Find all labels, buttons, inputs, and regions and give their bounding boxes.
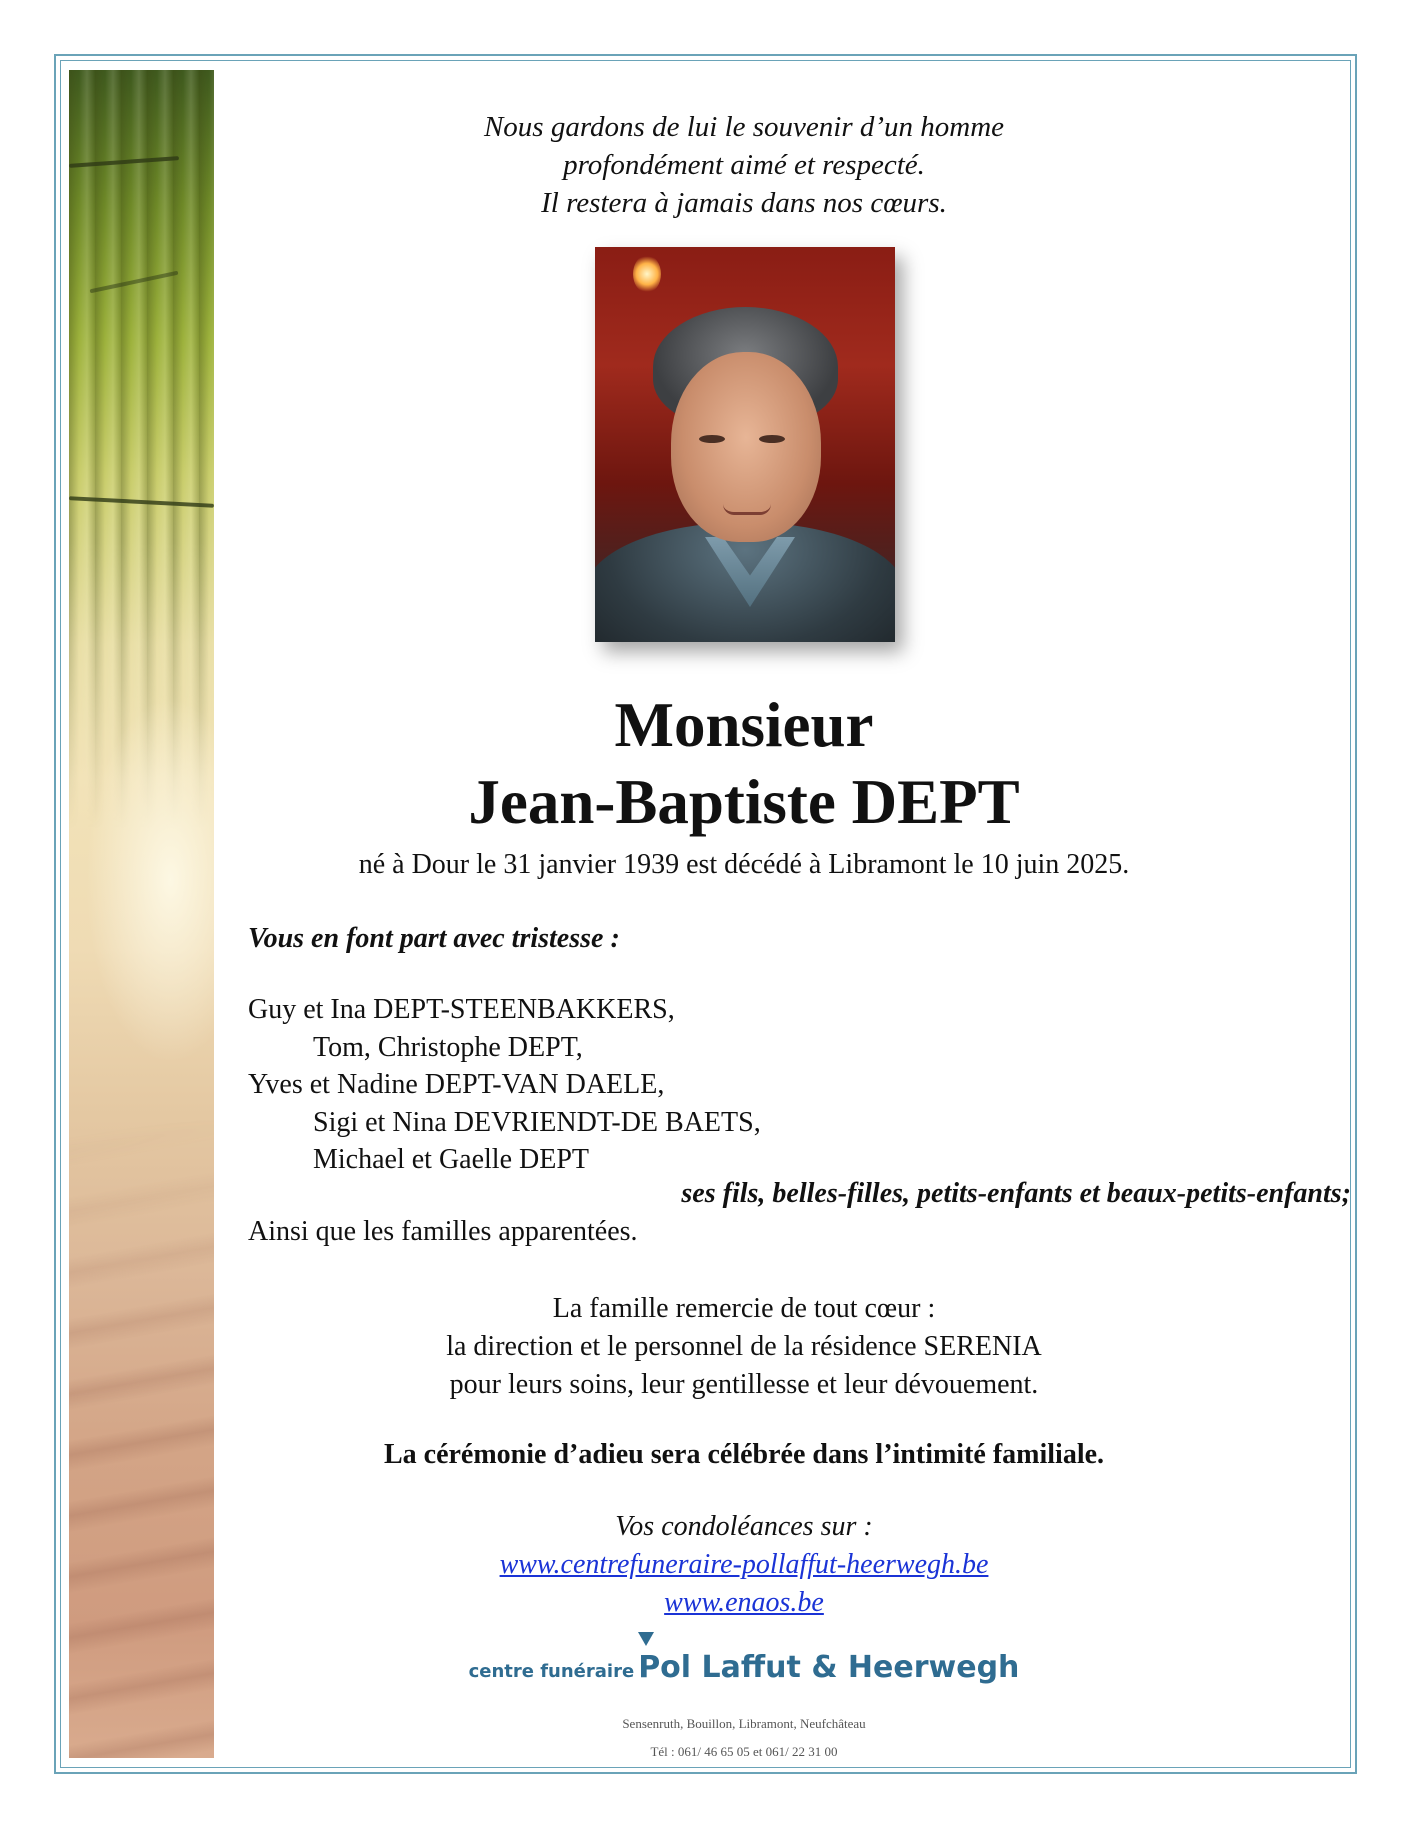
logo-big-text [638,1650,1019,1685]
portrait-photo [595,247,895,642]
condolences-label: Vos condoléances sur : [615,1511,873,1542]
obituary-content [214,0,1351,1833]
phone-line: Tél : 061/ 46 65 05 et 061/ 22 31 00 [650,1744,838,1759]
family-member-line: Tom, Christophe DEPT, [313,1031,583,1063]
quote-line-2: profondément aimé et respecté. [563,149,925,181]
family-member-line: Yves et Nadine DEPT-VAN DAELE, [248,1069,665,1100]
logo-triangle-icon [638,1632,654,1646]
announcement-heading: Vous en font part avec tristesse : [248,923,620,954]
birth-death-line: né à Dour le 31 janvier 1939 est décédé à Libramont le 10 juin 2025. [358,849,1130,880]
honorific-title: Monsieur [614,690,874,760]
funeral-home-address [214,1710,1274,1766]
memorial-quote [214,108,1274,222]
family-member-line: Sigi et Nina DEVRIENDT-DE BAETS, [313,1106,761,1138]
locations-line: Sensenruth, Bouillon, Libramont, Neufchâteau [622,1716,866,1731]
funeral-home-link[interactable]: www.centrefuneraire-pollaffut-heerwegh.be [499,1549,989,1580]
enaos-link[interactable]: www.enaos.be [664,1587,824,1618]
thanks-block [214,1290,1274,1404]
quote-line-1: Nous gardons de lui le souvenir d’un homme [483,111,1005,143]
family-member-line: Michael et Gaelle DEPT [313,1144,590,1175]
ceremony-notice: La cérémonie d’adieu sera célébrée dans l’intimité familiale. [383,1439,1105,1470]
logo-name: Pol Laffut & Heerwegh [638,1650,1020,1685]
family-list [248,991,761,1179]
logo-small-text: centre funéraire [468,1661,635,1682]
thanks-line-3: pour leurs soins, leur gentillesse et leur dévouement. [449,1369,1039,1400]
quote-line-3: Il restera à jamais dans nos cœurs. [541,187,947,219]
funeral-home-logo [214,1650,1274,1685]
family-relation-line: ses fils, belles-filles, petits-enfants et beaux-petits-enfants; [681,1178,1351,1209]
relatives-line: Ainsi que les familles apparentées. [248,1216,638,1247]
forest-path-side-image [69,70,214,1758]
thanks-line-2: la direction et le personnel de la résidence SERENIA [446,1331,1042,1362]
deceased-name: Jean-Baptiste DEPT [468,767,1020,837]
condolences-block [214,1508,1274,1622]
family-member-line: Guy et Ina DEPT-STEENBAKKERS, [248,994,675,1025]
thanks-line-1: La famille remercie de tout cœur : [552,1293,936,1324]
